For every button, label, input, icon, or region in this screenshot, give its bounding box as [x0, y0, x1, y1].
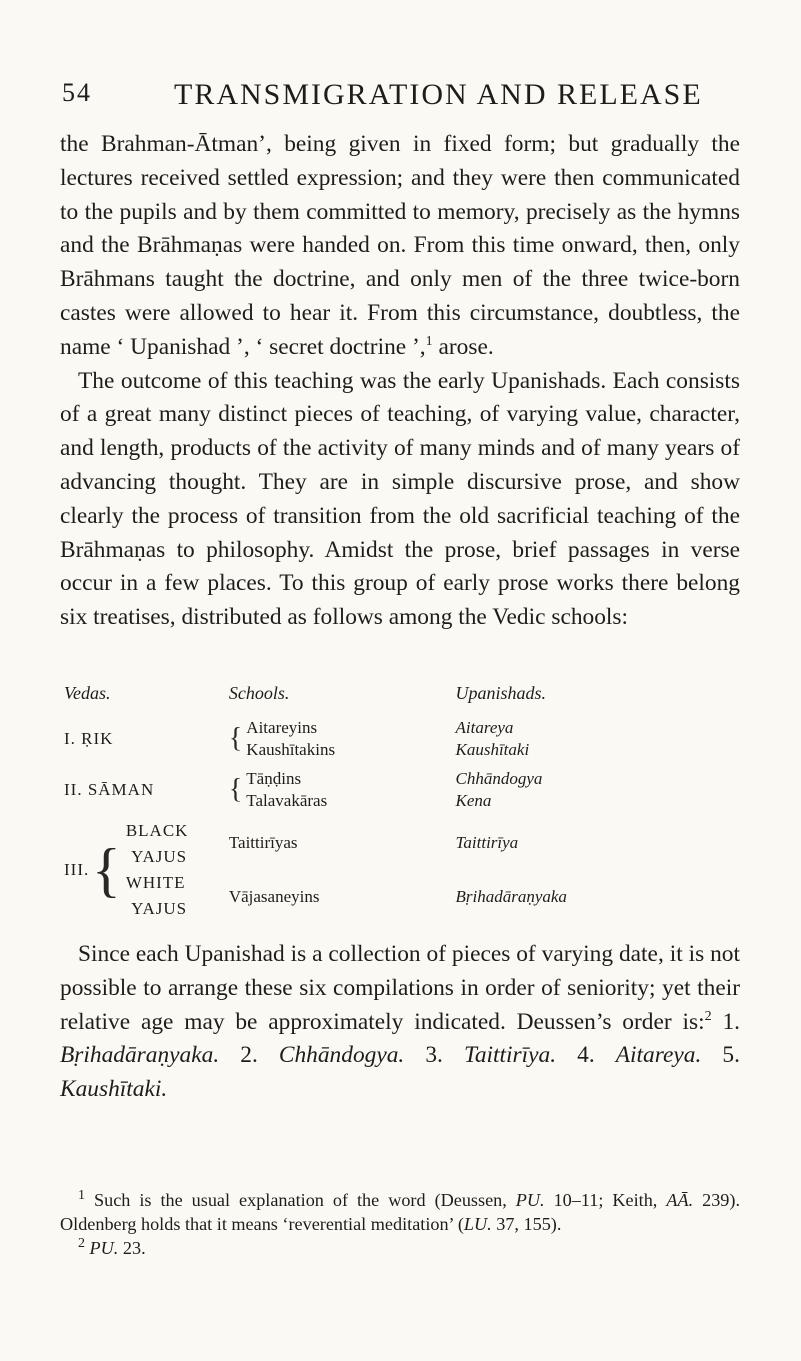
school-name: Talavakāras	[246, 791, 328, 810]
upanishad-cell: Bṛihadāraṇyaka	[455, 887, 567, 906]
order-item: Kaushītaki.	[60, 1076, 168, 1103]
order-item: Taittirīya.	[463, 1042, 557, 1069]
footnote-abbrev: LU.	[463, 1214, 492, 1234]
veda-name: YAJUS	[131, 847, 188, 866]
order-item: Chhāndogya.	[278, 1042, 405, 1069]
body-text-continued	[60, 938, 740, 1107]
veda-name: ṚIK	[81, 729, 114, 748]
header-vedas: Vedas.	[64, 683, 111, 703]
order-item: Bṛihadāraṇyaka.	[60, 1042, 220, 1069]
footnote-text: 23.	[118, 1238, 146, 1258]
veda-name: YAJUS	[131, 899, 188, 918]
footnote-abbrev: PU.	[89, 1238, 119, 1258]
footnote-abbrev: AĀ.	[666, 1190, 694, 1210]
brace-icon: {	[228, 774, 243, 805]
order-item: Aitareya.	[615, 1042, 702, 1069]
veda-cell	[64, 816, 229, 924]
body-text	[60, 128, 740, 635]
table-row	[64, 714, 744, 764]
paragraph-3-text: Since each Upanishad is a collection of pieces of varying date, it is not possible to arrange these six compilations in order of seniority; yet their relative age may be approximately indicated. Deussen’s order is:	[60, 941, 740, 1035]
vedic-schools-table	[64, 682, 744, 924]
upanishad-name: Aitareya	[455, 718, 514, 737]
footnote-ref-2: 2	[704, 1008, 712, 1024]
footnote-number: 2	[78, 1235, 85, 1251]
brace-icon: {	[92, 837, 122, 903]
paragraph-3	[60, 938, 740, 1107]
upanishad-cell	[456, 764, 745, 816]
footnote-text: 239). Oldenberg holds that it means ‘reverential meditation’ (	[60, 1190, 740, 1234]
veda-name: WHITE	[125, 873, 186, 892]
page-number: 54	[62, 78, 92, 107]
table-row	[64, 764, 744, 816]
footnote-abbrev: PU.	[515, 1190, 545, 1210]
paragraph-1-end: arose.	[432, 333, 494, 360]
order-number: 3.	[425, 1042, 443, 1069]
footnote-ref-1: 1	[425, 333, 433, 349]
school-cell: Vājasaneyins	[228, 887, 320, 906]
upanishad-cell: Taittirīya	[455, 833, 519, 852]
paragraph-1-text: the Brahman-Ātman’, being given in fixed form; but gradually the lectures received settled expression; and they were then communicated to the pupils and by them committed to memory, precisely as the hymns and the Brāhmaṇas were handed on. From this time onward, then, only Brāhmans taught the doctrine, and only men of the three twice-born castes were allowed to hear it. From this circumstance, doubtless, the name ‘ Upanishad ’, ‘ secret doctrine ’,	[60, 131, 740, 360]
footnote-text: 10–11; Keith,	[544, 1190, 667, 1210]
school-cell	[229, 714, 456, 764]
order-number: 4.	[577, 1042, 595, 1069]
order-number: 2.	[240, 1042, 258, 1069]
footnote-1	[60, 1188, 740, 1236]
school-cell: Taittirīyas	[228, 833, 298, 852]
veda-cell	[64, 764, 229, 816]
upanishad-name: Chhāndogya	[455, 769, 543, 788]
table-row	[64, 816, 744, 870]
footnote-text: Such is the usual explanation of the word (Deussen,	[85, 1190, 516, 1210]
school-name: Kaushītakins	[246, 740, 336, 759]
veda-name: BLACK	[125, 821, 189, 840]
row-number: II.	[64, 780, 83, 799]
row-number: I.	[64, 729, 76, 748]
footnote-2	[60, 1236, 740, 1260]
table-header-row	[64, 682, 744, 714]
order-number: 1.	[722, 1008, 740, 1035]
veda-cell	[64, 714, 229, 764]
upanishad-name: Kena	[455, 791, 492, 810]
school-name: Tāṇḍins	[246, 769, 302, 788]
school-cell	[229, 764, 456, 816]
page-title: TRANSMIGRATION AND RELEASE	[174, 78, 703, 111]
row-number: III.	[64, 860, 90, 879]
upanishad-cell	[456, 714, 745, 764]
footnotes	[60, 1188, 740, 1260]
upanishad-name: Kaushītaki	[455, 740, 530, 759]
school-name: Aitareyins	[246, 718, 318, 737]
paragraph-2: The outcome of this teaching was the early Upanishads. Each consists of a great many distinct pieces of teaching, of varying value, character, and length, products of the activity of many minds and of many years of advancing thought. They are in simple discursive prose, and show clearly the process of transition from the old sacrificial teaching of the Brāhmaṇas to philosophy. Amidst the prose, brief passages in verse occur in a few places. To this group of early prose works there belong six treatises, distributed as follows among the Vedic schools:	[60, 367, 740, 631]
brace-icon: {	[228, 723, 243, 754]
footnote-number: 1	[78, 1187, 85, 1203]
order-number: 5.	[722, 1042, 740, 1069]
footnote-text: 37, 155).	[491, 1214, 562, 1234]
paragraph-1	[60, 128, 740, 365]
veda-name: SĀMAN	[87, 780, 155, 799]
header-upanishads: Upanishads.	[455, 683, 547, 703]
header-schools: Schools.	[228, 683, 290, 703]
